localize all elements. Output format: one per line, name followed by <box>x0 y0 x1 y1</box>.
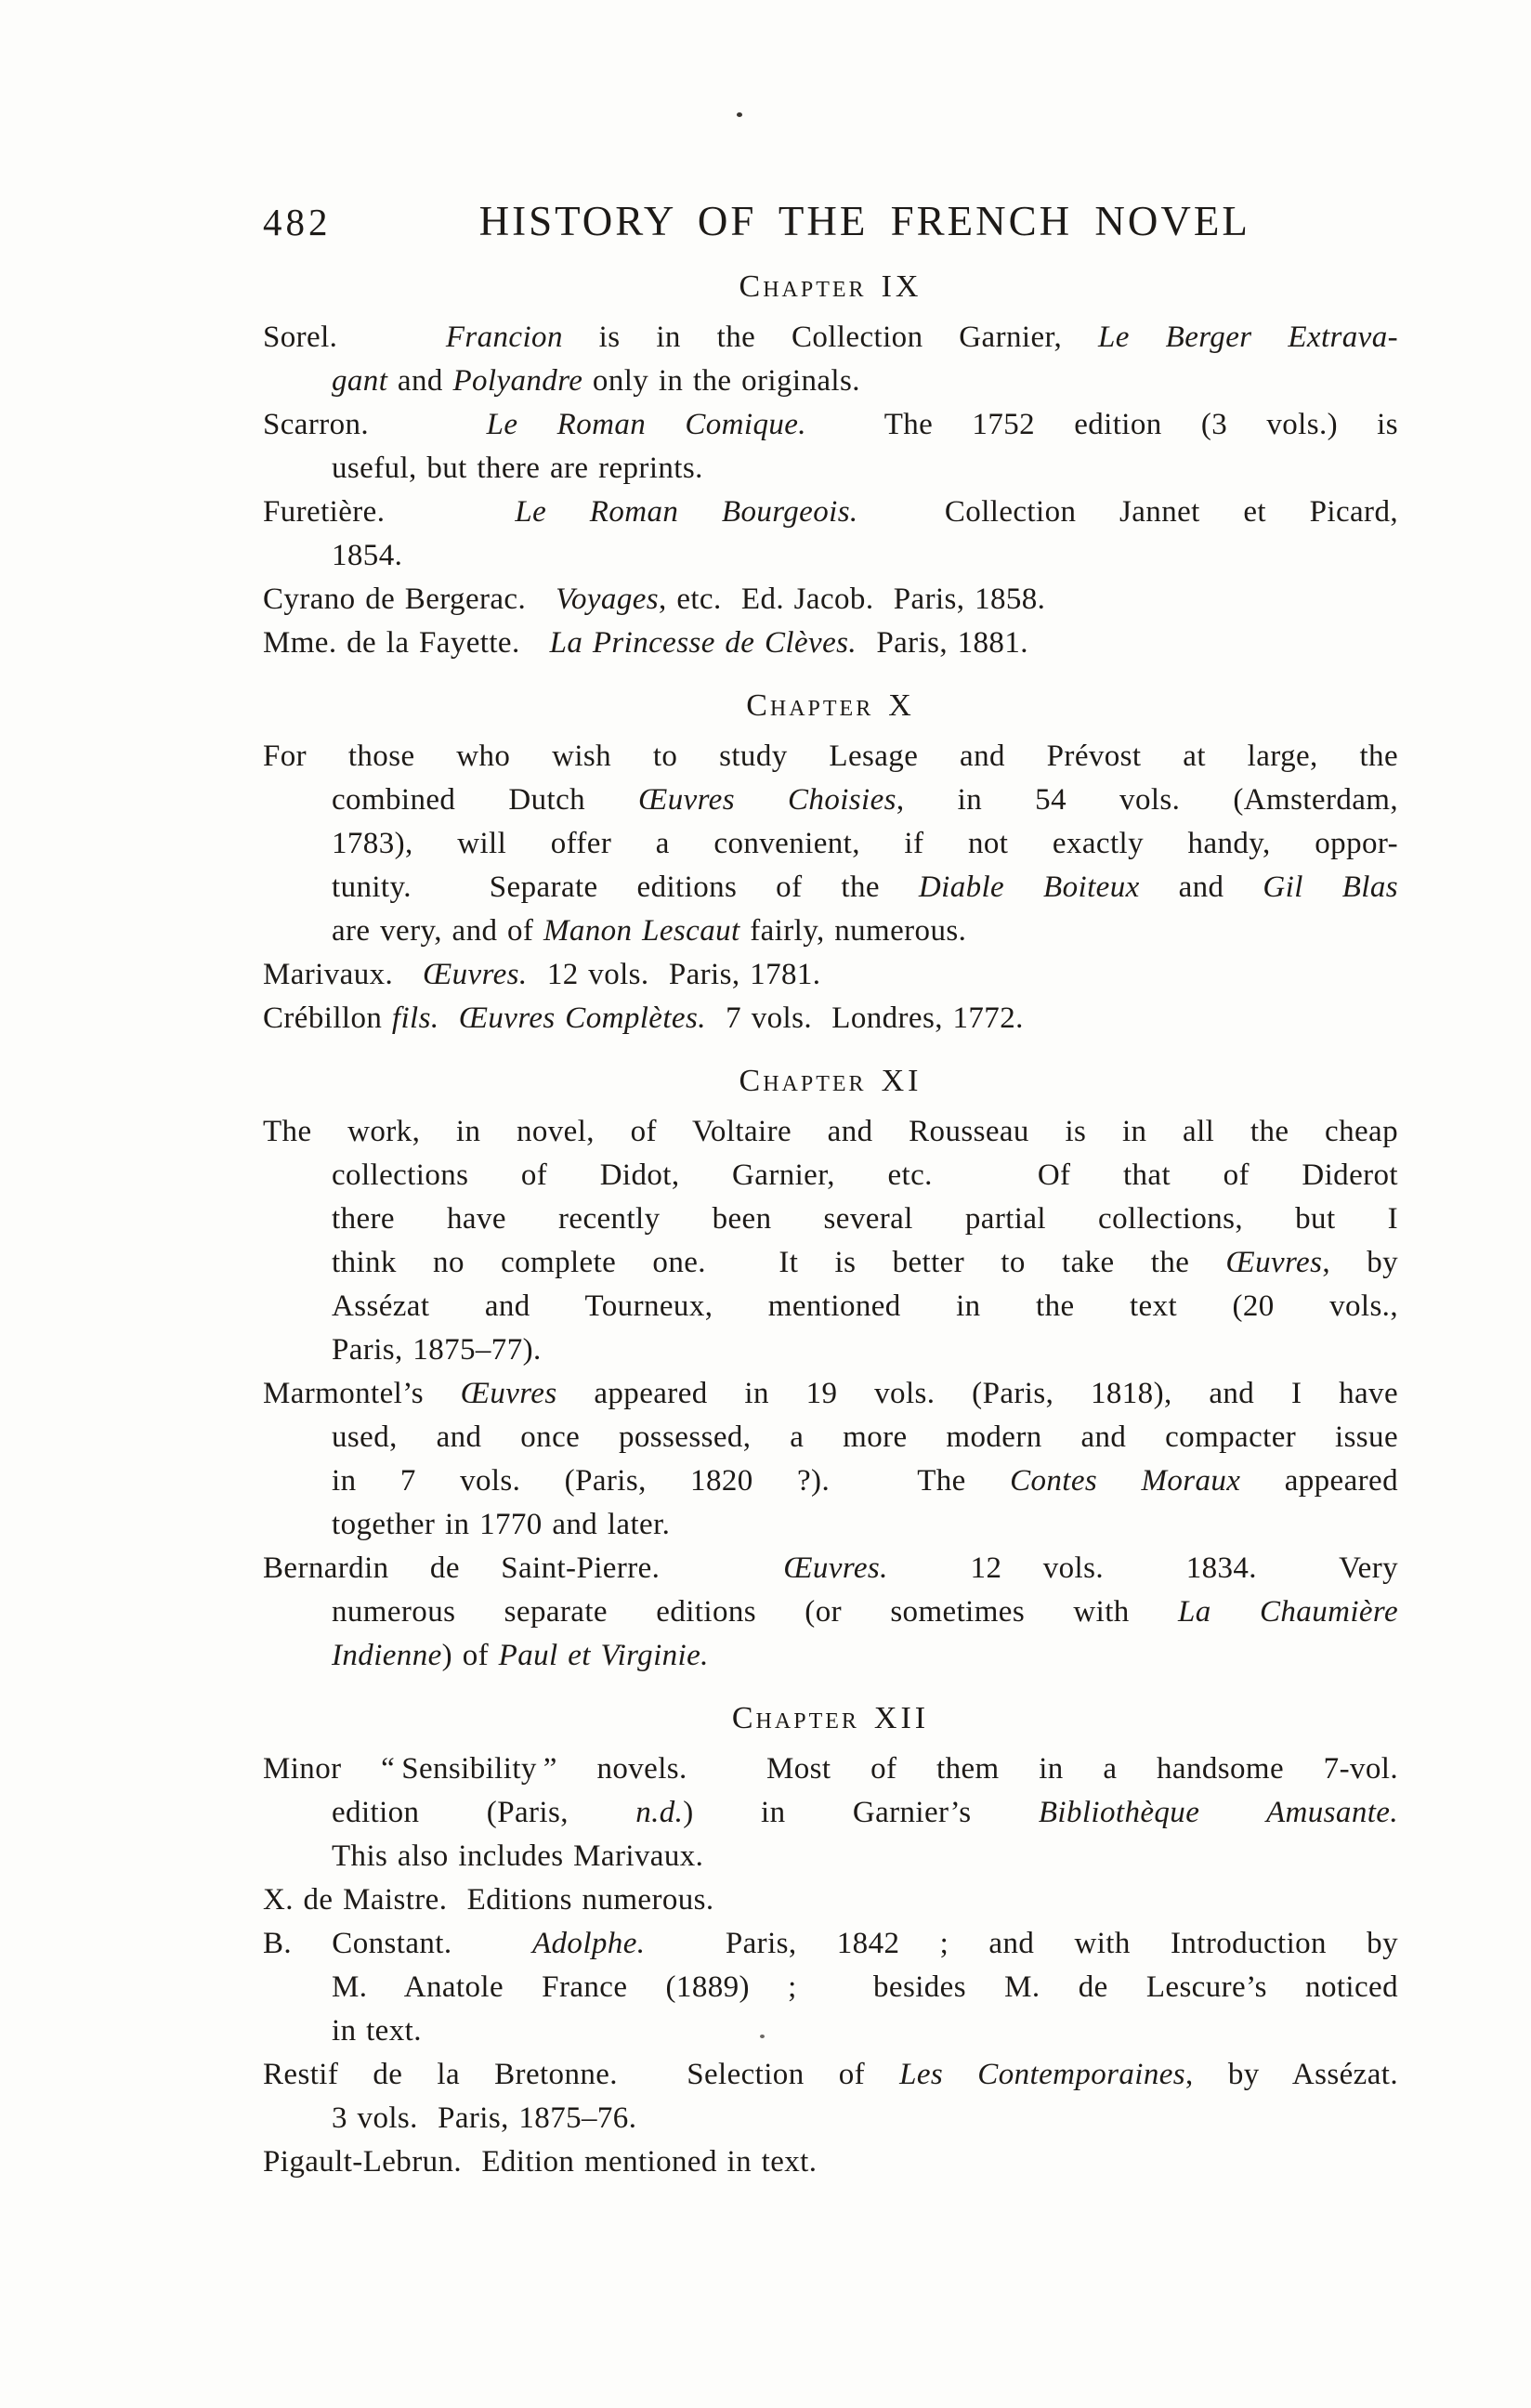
text-line <box>263 534 1398 578</box>
text-line <box>263 1459 1398 1503</box>
text-line <box>263 360 1398 403</box>
text-segment: Œuvres <box>460 1377 557 1410</box>
chapter-heading <box>263 684 1398 727</box>
bibliography-entry <box>263 491 1398 578</box>
text-segment: For those who wish to study Lesage and Prévost at large, the <box>263 739 1398 773</box>
bibliography-entry <box>263 1372 1398 1547</box>
text-segment: used, and once possessed, a more modern and compacter issue <box>332 1420 1398 1454</box>
text-segment: Minor “ Sensibility ” novels. Most of them in a handsome 7-vol. <box>263 1752 1398 1786</box>
text-line <box>263 1590 1398 1634</box>
content <box>263 265 1398 2184</box>
text-line <box>263 447 1398 491</box>
text-segment: X. de Maistre. Editions numerous. <box>263 1883 714 1917</box>
text-segment: , by <box>1322 1246 1398 1279</box>
text-segment: and <box>387 364 453 398</box>
text-segment: B. Constant. <box>263 1927 532 1960</box>
text-segment: ) in Garnier’s <box>683 1796 1039 1829</box>
text-segment: 7 vols. Londres, 1772. <box>705 1001 1024 1035</box>
text-segment: Assézat and Tourneux, mentioned in the text (20 vols., <box>332 1289 1398 1323</box>
text-line <box>263 1241 1398 1285</box>
text-line <box>263 822 1398 866</box>
bibliography-entry <box>263 2053 1398 2140</box>
text-segment: Indienne <box>332 1639 442 1672</box>
text-line <box>263 1197 1398 1241</box>
text-segment: Le Berger Extrava- <box>1098 321 1398 354</box>
text-segment: tunity. Separate editions of the <box>332 870 919 904</box>
text-line <box>263 1747 1398 1791</box>
text-segment: Bernardin de Saint-Pierre. <box>263 1551 784 1585</box>
text-line <box>263 953 1398 997</box>
text-line <box>263 1791 1398 1835</box>
text-line <box>263 1547 1398 1590</box>
chapter-heading <box>263 1059 1398 1103</box>
chapter-heading <box>263 1696 1398 1740</box>
bibliography-entry <box>263 953 1398 997</box>
text-segment: Mme. de la Fayette. <box>263 626 550 660</box>
text-segment: 1854. <box>332 539 403 572</box>
text-segment: 3 vols. Paris, 1875–76. <box>332 2101 637 2135</box>
text-line <box>263 2053 1398 2097</box>
page-header <box>263 197 1398 246</box>
text-segment: , in 54 vols. (Amsterdam, <box>896 783 1398 817</box>
text-segment: Bibliothèque Amusante. <box>1038 1796 1398 1829</box>
bibliography-entry <box>263 1878 1398 1922</box>
text-line <box>263 1878 1398 1922</box>
text-segment: 12 vols. 1834. Very <box>887 1551 1398 1585</box>
text-segment: Voyages <box>556 582 660 616</box>
text-segment: together in 1770 and later. <box>332 1508 671 1541</box>
text-segment: think no complete one. It is better to take the <box>332 1246 1226 1279</box>
text-segment: , by Assézat. <box>1185 2058 1398 2091</box>
text-segment: Polyandre <box>452 364 583 398</box>
text-segment: Œuvres. <box>423 958 528 991</box>
chapter-heading-label: Chapter <box>731 1701 859 1735</box>
text-segment: Contes Moraux <box>1010 1464 1241 1498</box>
text-line <box>263 1416 1398 1459</box>
text-segment: Œuvres. <box>783 1551 888 1585</box>
text-line <box>263 1634 1398 1678</box>
text-line <box>263 2097 1398 2140</box>
text-segment: appeared in 19 vols. (Paris, 1818), and I have <box>556 1377 1398 1410</box>
bibliography-entry <box>263 316 1398 403</box>
text-segment: Adolphe. <box>531 1927 646 1960</box>
text-line <box>263 1154 1398 1197</box>
text-segment: Collection Jannet et Picard, <box>857 495 1398 529</box>
text-segment: combined Dutch <box>332 783 639 817</box>
text-segment: useful, but there are reprints. <box>332 452 703 485</box>
text-line <box>263 997 1398 1040</box>
text-segment: Œuvres Complètes. <box>458 1001 706 1035</box>
text-segment: The 1752 edition (3 vols.) is <box>805 408 1398 441</box>
text-line <box>263 491 1398 534</box>
text-segment: Marmontel’s <box>263 1377 461 1410</box>
text-segment: and <box>1139 870 1263 904</box>
text-line <box>263 866 1398 910</box>
chapter-heading-numeral: XI <box>881 1064 923 1098</box>
text-segment: in 7 vols. (Paris, 1820 ?). The <box>332 1464 1011 1498</box>
text-segment: Pigault-Lebrun. Edition mentioned in text. <box>263 2145 818 2179</box>
text-segment: Œuvres Choisies <box>638 783 896 817</box>
text-segment: Paris, 1875–77). <box>332 1333 542 1367</box>
text-line <box>263 1966 1398 2009</box>
bibliography-entry <box>263 1922 1398 2053</box>
text-line <box>263 910 1398 953</box>
text-segment <box>439 1001 459 1035</box>
text-segment: Scarron. <box>263 408 487 441</box>
text-segment: Le Roman Comique. <box>486 408 806 441</box>
bibliography-entry <box>263 403 1398 491</box>
text-segment: ) of <box>441 1639 499 1672</box>
text-line <box>263 622 1398 665</box>
text-segment: gant <box>332 364 388 398</box>
chapter-heading <box>263 265 1398 308</box>
text-segment: Cyrano de Bergerac. <box>263 582 556 616</box>
text-segment: Gil Blas <box>1263 870 1398 904</box>
running-title: HISTORY OF THE FRENCH NOVEL <box>478 198 1250 244</box>
bibliography-entry <box>263 2140 1398 2184</box>
text-line <box>263 1285 1398 1328</box>
page-number: 482 <box>263 201 332 243</box>
bibliography-entry <box>263 622 1398 665</box>
bibliography-entry <box>263 1547 1398 1678</box>
chapter-heading-label: Chapter <box>739 1064 867 1098</box>
text-segment: numerous separate editions (or sometimes with <box>332 1595 1178 1629</box>
text-line <box>263 1503 1398 1547</box>
text-segment: Furetière. <box>263 495 516 529</box>
scan-speck <box>760 2035 765 2038</box>
bibliography-entry <box>263 1747 1398 1878</box>
text-segment: M. Anatole France (1889) ; besides M. de Lescure’s noticed <box>332 1970 1398 2004</box>
text-line <box>263 1372 1398 1416</box>
text-segment: fairly, numerous. <box>739 914 967 948</box>
chapter-heading-numeral: IX <box>881 269 923 304</box>
text-segment: This also includes Marivaux. <box>332 1839 704 1873</box>
text-segment: Paul et Virginie. <box>498 1639 709 1672</box>
bibliography-entry <box>263 578 1398 622</box>
scan-speck <box>737 112 742 117</box>
text-segment: there have recently been several partial collections, but I <box>332 1202 1398 1236</box>
text-line <box>263 2009 1398 2053</box>
text-segment: Restif de la Bretonne. Selection of <box>263 2058 900 2091</box>
text-segment: Œuvres <box>1225 1246 1323 1279</box>
text-segment: fils. <box>391 1001 439 1035</box>
text-line <box>263 578 1398 622</box>
chapter-heading-label: Chapter <box>746 688 874 723</box>
bibliography-entry <box>263 997 1398 1040</box>
text-segment: Francion <box>445 321 563 354</box>
text-segment: n.d. <box>635 1796 684 1829</box>
text-segment: is in the Collection Garnier, <box>562 321 1099 354</box>
text-segment: only in the originals. <box>582 364 860 398</box>
text-segment: Les Contemporaines <box>899 2058 1186 2091</box>
text-segment: Crébillon <box>263 1001 392 1035</box>
chapter-heading-numeral: X <box>888 688 915 723</box>
text-segment: appeared <box>1240 1464 1398 1498</box>
text-segment: Marivaux. <box>263 958 424 991</box>
text-segment: 1783), will offer a convenient, if not exactly handy, oppor- <box>332 827 1398 860</box>
text-line <box>263 1922 1398 1966</box>
text-segment: collections of Didot, Garnier, etc. Of that of Diderot <box>332 1158 1398 1192</box>
text-line <box>263 2140 1398 2184</box>
chapter-heading-numeral: XII <box>873 1701 930 1735</box>
text-segment: La Chaumière <box>1178 1595 1399 1629</box>
text-segment: Diable Boiteux <box>918 870 1140 904</box>
text-segment: 12 vols. Paris, 1781. <box>527 958 821 991</box>
text-segment: Manon Lescaut <box>543 914 740 948</box>
text-segment: , etc. Ed. Jacob. Paris, 1858. <box>659 582 1046 616</box>
text-line <box>263 1328 1398 1372</box>
text-segment: Le Roman Bourgeois. <box>515 495 858 529</box>
text-segment: The work, in novel, of Voltaire and Rousseau is in all the cheap <box>263 1115 1398 1148</box>
text-segment: are very, and of <box>332 914 543 948</box>
text-segment: La Princesse de Clèves. <box>549 626 857 660</box>
chapter-heading-label: Chapter <box>739 269 867 304</box>
bibliography-entry <box>263 1110 1398 1372</box>
bibliography-entry <box>263 735 1398 953</box>
text-segment: Paris, 1842 ; and with Introduction by <box>645 1927 1398 1960</box>
text-segment: edition (Paris, <box>332 1796 636 1829</box>
text-line <box>263 735 1398 779</box>
text-segment: Paris, 1881. <box>857 626 1028 660</box>
text-line <box>263 1110 1398 1154</box>
text-line <box>263 316 1398 360</box>
text-line <box>263 779 1398 822</box>
text-segment: Sorel. <box>263 321 446 354</box>
text-line <box>263 1835 1398 1878</box>
text-segment: in text. <box>332 2014 422 2048</box>
text-line <box>263 403 1398 447</box>
